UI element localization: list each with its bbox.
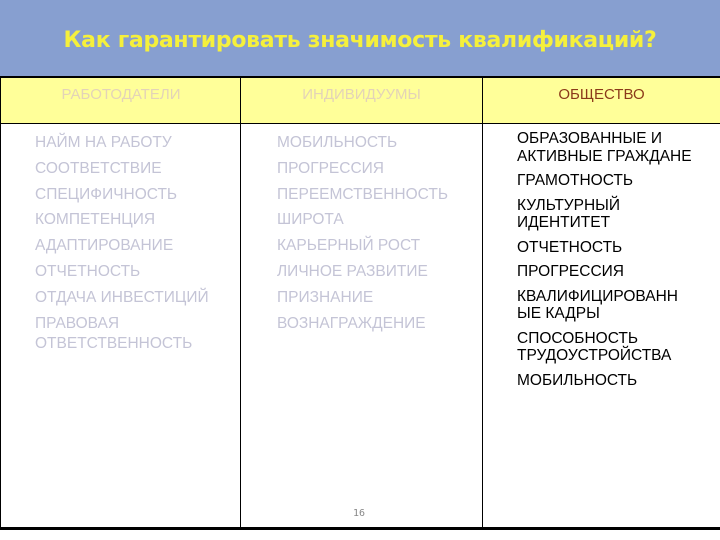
list-item bbox=[517, 288, 720, 323]
slide-title: Как гарантировать значимость квалификаций? bbox=[63, 28, 657, 53]
society-column bbox=[517, 130, 720, 396]
list-item bbox=[517, 330, 720, 365]
table-header-row bbox=[1, 78, 720, 124]
line: КВАЛИФИЦИРОВАНН bbox=[517, 287, 678, 305]
list-item: ОТЧЕТНОСТЬ bbox=[35, 262, 141, 280]
list-item: АДАПТИРОВАНИЕ bbox=[35, 237, 174, 255]
header-individuals: ИНДИВИДУУМЫ bbox=[302, 86, 421, 103]
line: ОБРАЗОВАННЫЕ И bbox=[517, 130, 662, 147]
list-item: КАРЬЕРНЫЙ РОСТ bbox=[277, 237, 421, 255]
column-divider bbox=[240, 78, 241, 527]
list-item: НАЙМ НА РАБОТУ bbox=[35, 134, 172, 151]
list-item: ВОЗНАГРАЖДЕНИЕ bbox=[277, 314, 426, 332]
page-number: 16 bbox=[353, 508, 366, 519]
employers-column bbox=[35, 130, 209, 354]
list-item: ПРАВОВАЯ bbox=[35, 314, 120, 332]
list-item: КОМПЕТЕНЦИЯ bbox=[35, 211, 156, 229]
header-employers: РАБОТОДАТЕЛИ bbox=[61, 86, 181, 103]
list-item: ОТДАЧА ИНВЕСТИЦИЙ bbox=[35, 288, 209, 306]
list-item bbox=[517, 197, 720, 232]
qualifications-table bbox=[0, 76, 720, 530]
line: ИДЕНТИТЕТ bbox=[517, 214, 611, 231]
list-item bbox=[517, 239, 720, 257]
list-item bbox=[517, 263, 720, 281]
line: ТРУДОУСТРОЙСТВА bbox=[517, 347, 672, 364]
list-item bbox=[517, 130, 720, 165]
line: ЫЕ КАДРЫ bbox=[517, 305, 600, 322]
line: МОБИЛЬНОСТЬ bbox=[517, 371, 638, 389]
line: КУЛЬТУРНЫЙ bbox=[517, 196, 621, 214]
line: ПРОГРЕССИЯ bbox=[517, 263, 624, 280]
list-item: СПЕЦИФИЧНОСТЬ bbox=[35, 185, 178, 203]
list-item bbox=[517, 372, 720, 390]
list-item bbox=[517, 172, 720, 190]
line: ОТЧЕТНОСТЬ bbox=[517, 238, 623, 256]
list-item: ШИРОТА bbox=[277, 211, 344, 229]
list-item: ОТВЕТСТВЕННОСТЬ bbox=[35, 334, 193, 352]
list-item: ПРОГРЕССИЯ bbox=[277, 159, 384, 177]
header-society: ОБЩЕСТВО bbox=[558, 86, 645, 103]
column-divider bbox=[482, 78, 483, 527]
list-item: ПРИЗНАНИЕ bbox=[277, 288, 374, 306]
list-item: СООТВЕТСТВИЕ bbox=[35, 159, 162, 177]
individuals-column bbox=[277, 130, 448, 336]
list-item: МОБИЛЬНОСТЬ bbox=[277, 134, 398, 151]
line: СПОСОБНОСТЬ bbox=[517, 329, 639, 347]
list-item: ПЕРЕЕМСТВЕННОСТЬ bbox=[277, 185, 448, 203]
line: АКТИВНЫЕ ГРАЖДАНЕ bbox=[517, 147, 692, 165]
list-item: ЛИЧНОЕ РАЗВИТИЕ bbox=[277, 262, 428, 280]
line: ГРАМОТНОСТЬ bbox=[517, 172, 634, 189]
